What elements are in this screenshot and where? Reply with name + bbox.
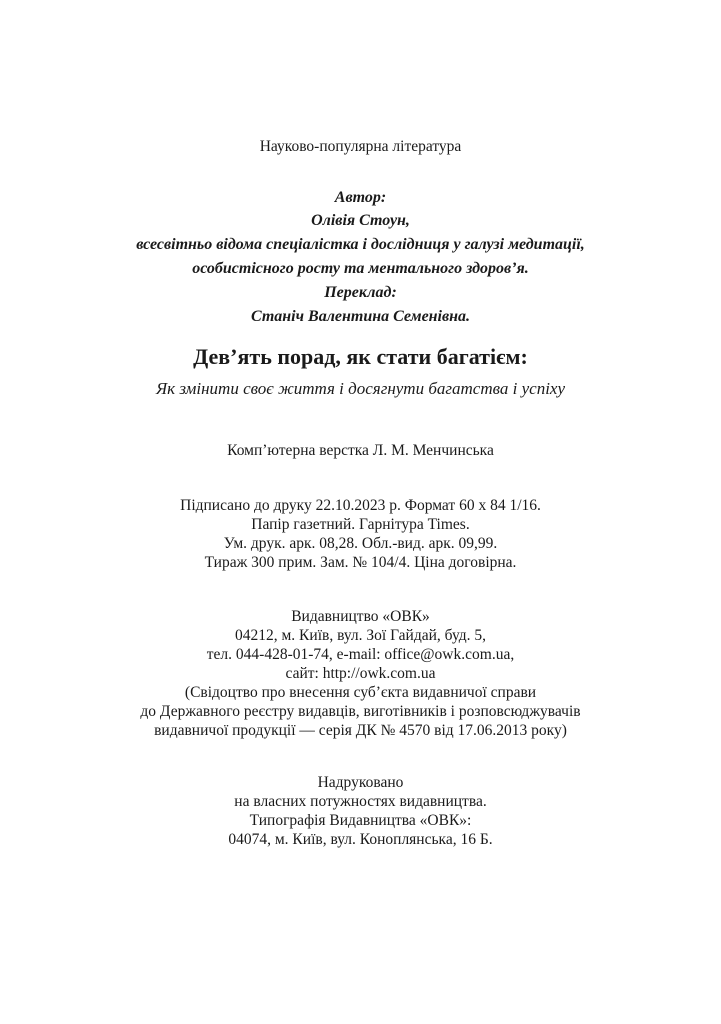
print-info-line: Підписано до друку 22.10.2023 р. Формат 60 x 84 1/16. [180,497,541,514]
genre-label: Науково-популярна література [259,138,462,155]
author-label: Автор: [334,189,387,206]
print-info-line: Тираж 300 прим. Зам. № 104/4. Ціна договірна. [204,554,517,571]
author-description-line-2: особистісного росту та ментального здоров’я. [192,260,529,277]
translation-label: Переклад: [324,284,397,301]
publisher-address: 04212, м. Київ, вул. Зої Гайдай, буд. 5, [235,627,486,644]
author-description-line-1: всесвітньо відома спеціалістка і дослідниця у галузі медитації, [136,236,585,253]
publisher-certificate-line: (Свідоцтво про внесення суб’єкта видавничої справи [184,684,537,701]
printed-line: на власних потужностях видавництва. [234,793,487,810]
print-info-line: Папір газетний. Гарнітура Times. [251,516,470,533]
publisher-certificate-line: видавничої продукції — серія ДК № 4570 від 17.06.2013 року) [154,722,567,739]
layout-credit: Комп’ютерна верстка Л. М. Менчинська [227,442,494,459]
publisher-name: Видавництво «ОВК» [291,608,430,625]
author-name: Олівія Стоун, [311,212,410,229]
printed-line: Надруковано [317,774,404,791]
printed-line: 04074, м. Київ, вул. Коноплянська, 16 Б. [228,831,493,848]
print-info-line: Ум. друк. арк. 08,28. Обл.-вид. арк. 09,99. [223,535,498,552]
book-subtitle: Як змінити своє життя і досягнути багатства і успіху [155,379,566,398]
printed-line: Типографія Видавництва «ОВК»: [249,812,472,829]
book-title: Дев’ять порад, як стати багатієм: [193,344,528,369]
publisher-website: сайт: http://owk.com.ua [285,665,436,682]
publisher-certificate-line: до Державного реєстру видавців, виготівників і розповсюджувачів [140,703,581,720]
publisher-contacts: тел. 044-428-01-74, e-mail: office@owk.com.ua, [206,646,515,663]
translator-name: Станіч Валентина Семенівна. [250,308,471,325]
